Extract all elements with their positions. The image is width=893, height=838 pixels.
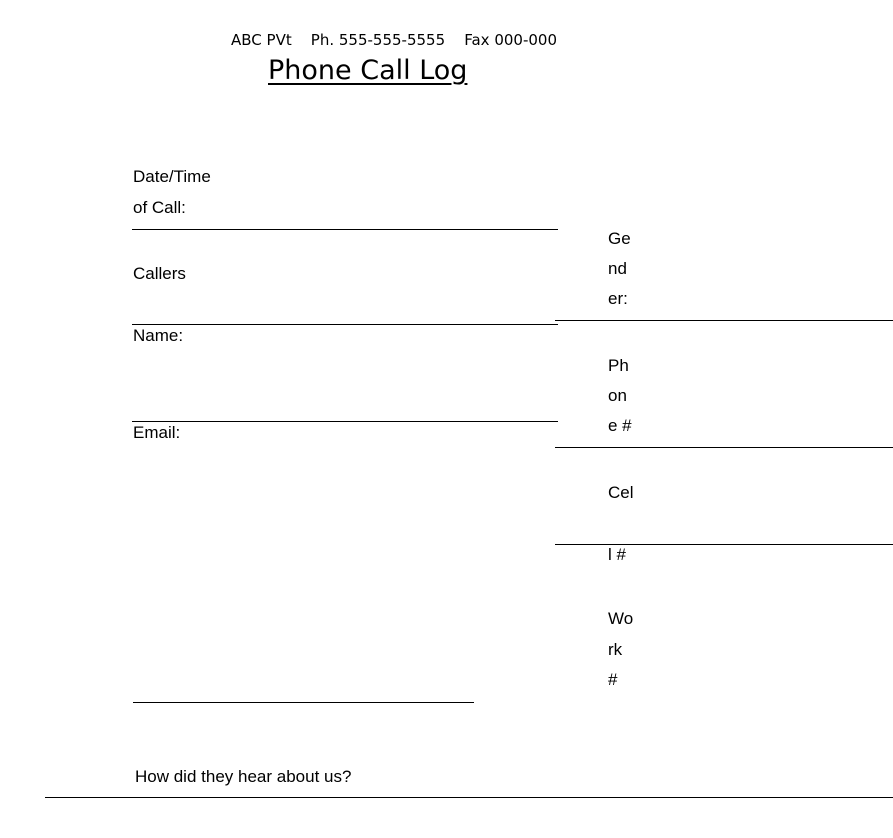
name-field-line[interactable] [132,421,558,422]
gender-label-3: er: [608,289,628,308]
company-header [231,31,557,49]
cell-label-2: l # [608,545,626,564]
how-heard-field-line[interactable] [45,797,893,798]
email-field-line[interactable] [133,702,474,703]
work-label-2: rk [608,640,623,659]
phone-label-1: Ph [608,356,629,375]
name-label: Name: [133,326,184,345]
work-label-1: Wo [608,609,634,628]
email-label: Email: [133,423,181,442]
callers-field-line[interactable] [132,324,558,325]
company-name: ABC PVt [231,31,292,49]
phone-label-3: e # [608,416,632,435]
how-heard-label: How did they hear about us? [135,767,352,786]
work-label-3: # [608,670,618,689]
phone-field-line[interactable] [555,447,893,448]
cell-label-1: Cel [608,483,634,502]
date-time-label-line2: of Call: [133,198,186,217]
gender-label-2: nd [608,259,627,278]
page-title: Phone Call Log [268,55,468,86]
gender-field-line[interactable] [555,320,893,321]
gender-label-1: Ge [608,229,631,248]
date-time-field-line[interactable] [132,229,558,230]
cell-field-line[interactable] [555,544,893,545]
callers-label: Callers [133,264,186,283]
phone-label-2: on [608,386,627,405]
company-fax: Fax 000-000 [464,31,557,49]
company-phone: Ph. 555-555-5555 [310,31,446,49]
date-time-label-line1: Date/Time [133,167,211,186]
